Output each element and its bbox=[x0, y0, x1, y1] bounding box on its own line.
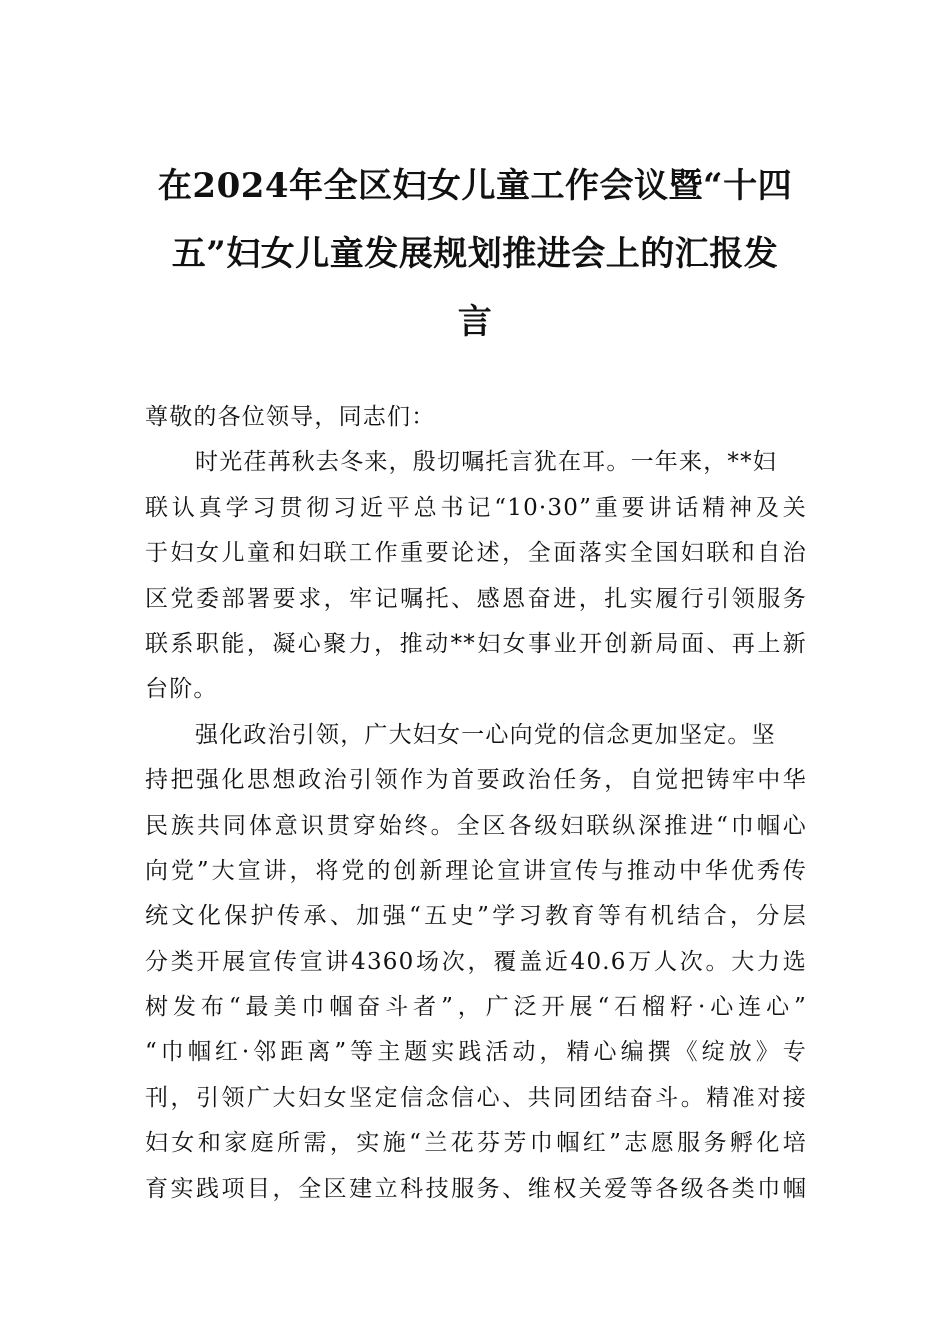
paragraph-2-line-8: “巾帼红·邻距离”等主题实践活动，精心编撰《绽放》专 bbox=[145, 1039, 807, 1066]
paragraph-2-line-2: 持把强化思想政治引领作为首要政治任务，自觉把铸牢中华 bbox=[145, 767, 807, 794]
paragraph-2-line-7: 树发布“最美巾帼奋斗者”，广泛开展“石榴籽·心连心” bbox=[145, 994, 807, 1021]
paragraph-2-line-9: 刊，引领广大妇女坚定信念信心、共同团结奋斗。精准对接 bbox=[145, 1084, 807, 1111]
paragraph-1-line-6: 台阶。 bbox=[145, 676, 218, 703]
title-line-3: 言 bbox=[457, 302, 493, 342]
paragraph-1-line-3: 于妇女儿童和妇联工作重要论述，全面落实全国妇联和自治 bbox=[145, 540, 807, 567]
paragraph-1-line-1: 时光荏苒秋去冬来，殷切嘱托言犹在耳。一年来，**妇 bbox=[195, 449, 777, 476]
paragraph-2-line-5: 统文化保护传承、加强“五史”学习教育等有机结合，分层 bbox=[145, 903, 807, 930]
paragraph-2-line-10: 妇女和家庭所需，实施“兰花芬芳巾帼红”志愿服务孵化培 bbox=[145, 1130, 807, 1157]
paragraph-2-line-4: 向党”大宣讲，将党的创新理论宣讲宣传与推动中华优秀传 bbox=[145, 857, 807, 884]
title-line-2: 五”妇女儿童发展规划推进会上的汇报发 bbox=[171, 234, 779, 274]
paragraph-2-line-3: 民族共同体意识贯穿始终。全区各级妇联纵深推进“巾帼心 bbox=[145, 812, 807, 839]
paragraph-1-line-4: 区党委部署要求，牢记嘱托、感恩奋进，扎实履行引领服务 bbox=[145, 585, 807, 612]
paragraph-2-line-6: 分类开展宣传宣讲4360场次，覆盖近40.6万人次。大力选 bbox=[145, 948, 807, 975]
salutation: 尊敬的各位领导，同志们： bbox=[145, 404, 436, 430]
document-title bbox=[145, 152, 805, 356]
paragraph-2-line-1: 强化政治引领，广大妇女一心向党的信念更加坚定。坚 bbox=[195, 721, 776, 748]
paragraph-2-line-11: 育实践项目，全区建立科技服务、维权关爱等各级各类巾帼 bbox=[145, 1175, 807, 1202]
document-body bbox=[145, 395, 807, 1212]
paragraph-1-line-5: 联系职能，凝心聚力，推动**妇女事业开创新局面、再上新 bbox=[145, 630, 807, 657]
title-line-1: 在2024年全区妇女儿童工作会议暨“十四 bbox=[157, 166, 793, 206]
paragraph-1-line-2: 联认真学习贯彻习近平总书记“10·30”重要讲话精神及关 bbox=[145, 494, 807, 521]
